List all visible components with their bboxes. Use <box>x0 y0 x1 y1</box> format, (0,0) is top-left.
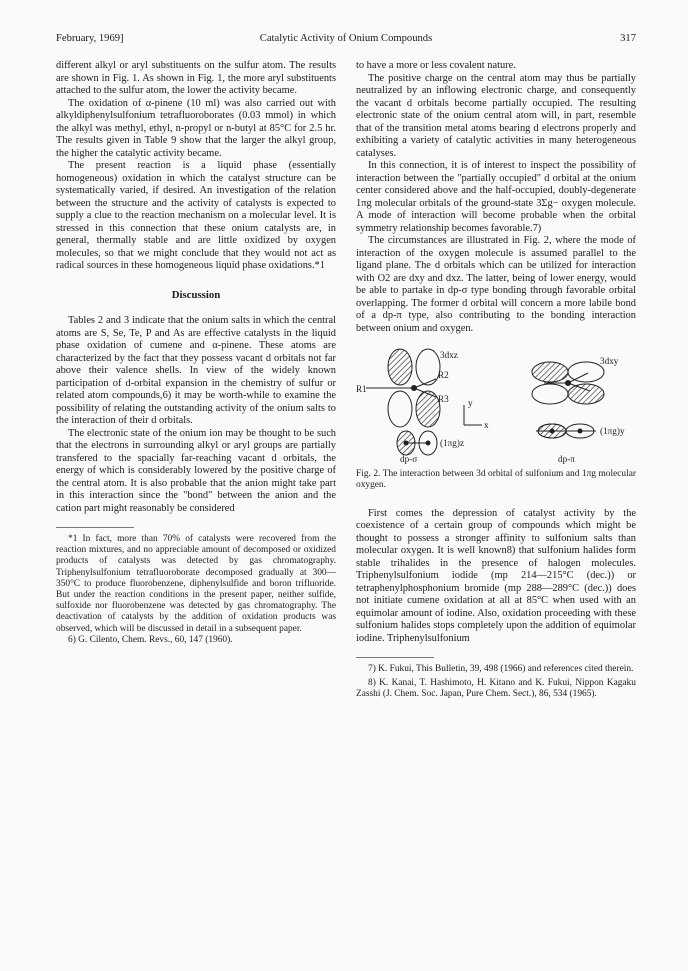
label-dp-sigma: dp-σ <box>400 454 418 464</box>
running-header <box>56 33 636 49</box>
header-title: Catalytic Activity of Onium Compounds <box>259 33 433 44</box>
label-r1: R1 <box>356 384 367 394</box>
label-3dxy: 3dxy <box>600 356 619 366</box>
paragraph: The circumstances are illustrated in Fig. 2, where the mode of interaction of the oxygen molecule is assumed parallel to the ligand plane. The d orbitals which can be utilized for interaction with O2 are dxy and dxz. The latter, being of lower energy, would be able to partake in dp-σ type bonding through favorable orbital overlapping. The former d orbital will concern a more labile bond of a dp-π type, also contributing to the bonding interaction between onium and oxygen. <box>356 235 636 334</box>
footnote-divider <box>56 527 134 528</box>
dxy-orbital <box>532 362 604 404</box>
oxygen-atom <box>404 441 409 446</box>
orbital-lobe <box>388 391 412 427</box>
footnotes <box>56 534 336 646</box>
label-3dxz: 3dxz <box>440 350 458 360</box>
figure-caption <box>356 469 636 492</box>
paragraph: The electronic state of the onium ion may be thought to be such that the electrons in surrounding alkyl or aryl groups are partially transfered to the spacially far-reaching vacant d orbitals, the energy of which is considerably lowered by the positive charge of the central atom. It is also probable that the anion might take part in this interaction since the "bond" between the anion and the cation part might reasonably be considered <box>56 427 336 514</box>
paragraph: different alkyl or aryl substituents on the sulfur atom. The results are shown in Fig. 1. As shown in Fig. 1, the more aryl substituents attached to the sulfur atom, the lower the activity became. <box>56 60 336 96</box>
footnote: *1 In fact, more than 70% of catalysts were recovered from the reaction mixtures, and no appreciable amount of decomposed or oxidized products of catalysts was detected by gas chromatography. Triphenylsulfonium tetrafluoroborate decomposed gradually at 300—350°C to produce fluorobenzene, diphenylsulfide and boron trifluoride. But under the reaction conditions in the present paper, neither sulfide, sulfoxide nor fluorobenzene was detected by gas chromatography. The deactivation of catalysts by the addition of oxidation products was observed, which will be discussed in detail in a subsequent paper. <box>56 534 336 634</box>
oxygen-atom <box>550 429 555 434</box>
paragraph: In this connection, it is of interest to inspect the possibility of interaction between the "partially occupied" d orbital at the onium center considered above and the half-occupied, doubly-degenerate 1πg molecular orbitals of the ground-state 3Σg− oxygen molecule. A mode of interaction will become probable when the orbital symmetry relationship becomes favorable.7) <box>356 160 636 234</box>
reference: 6) G. Cilento, Chem. Revs., 60, 147 (1960). <box>68 634 233 645</box>
paragraph: The oxidation of α-pinene (10 ml) was also carried out with alkyldiphenylsulfonium tetrafluoroborates (0.03 mmol) in which the alkyl was methyl, ethyl, n-propyl or n-butyl at 85°C for 2.5 hr. The results given in Table 9 show that the larger the alkyl group, the higher the catalytic activity became. <box>56 97 336 159</box>
orbital-lobe <box>388 349 412 385</box>
caption-text: Fig. 2. The interaction between 3d orbital of sulfonium and 1πg molecular oxygen. <box>356 469 636 491</box>
sulfur-atom <box>565 380 571 386</box>
paragraph: The positive charge on the central atom may thus be partially neutralized by an inflowing electronic charge, and consequently the vacant d orbitals become partially occupied. The resulting electronic state of the onium central atom will, in part, resemble that of the transition metal atoms bearing d electrons properly and exhibiting a variety of catalytic activities in many heterogeneous catalyses. <box>356 72 636 159</box>
paragraph: The present reaction is a liquid phase (essentially homogeneous) oxidation in which the catalyst structure can be systematically varied, if desired. An investigation of the relation between the structure and the activity of catalysts is expected to supply a clue to the reaction mechanism on a molecular level. It is stressed in this connection that these onium catalysts are, in general, thermally stable and are little oxidized by oxygen molecules, so that we might conclude that they would not act as radical sources in these homogeneous liquid phase oxidations.*1 <box>56 160 336 271</box>
axes <box>464 405 482 425</box>
oxygen-atom <box>426 441 431 446</box>
oxygen-pi-orbital-left <box>397 431 437 455</box>
header-date: February, 1969] <box>56 33 124 44</box>
label-1pi-right: (1πg)y <box>600 426 625 436</box>
orbital-lobe <box>568 362 604 382</box>
label-r2: R2 <box>438 370 449 380</box>
paragraph: to have a more or less covalent nature. <box>356 60 516 71</box>
orbital-lobe <box>416 391 440 427</box>
reference: 7) K. Fukui, This Bulletin, 39, 498 (1966) and references cited therein. <box>368 664 634 675</box>
paragraph: Tables 2 and 3 indicate that the onium salts in which the central atoms are S, Se, Te, P and As are effective catalysts in the liquid phase oxidation of cumene and α-pinene. These atoms are characterized by the fact that they possess vacant d orbitals not far above their valence shells. In view of the widely known participation of d-orbital expansion in the chemistry of sulfur or related atom compounds,6) it may be worth-while to examine the possibility of relating the outstanding activity of the onium salts to the interaction of their d orbitals. <box>56 315 336 426</box>
figure-2 <box>356 347 636 465</box>
section-heading: Discussion <box>171 288 221 301</box>
right-column <box>356 60 636 703</box>
paragraph: First comes the depression of catalyst activity by the coexistence of a certain group of compounds which might be thought to possess a stronger affinity to sulfonium salts than molecular oxygen. It is well known8) that sulfonium halides form stable trihalides in the presence of halogen molecules. Triphenylsulfonium iodide (mp 214—215°C (dec.)) or tetraphenylphosphonium bromide (mp 288—289°C (dec.)) does not initiate cumene oxidation at all at 85°C when used with an equimolar amount of iodine. Also, oxidation proceeding with these sulfonium halides stops completely upon the addition of equimolar iodine. Triphenylsulfonium <box>356 507 636 644</box>
label-dp-pi: dp-π <box>558 454 575 464</box>
orbital-lobe <box>416 349 440 385</box>
left-column <box>56 60 336 646</box>
references <box>356 664 636 700</box>
oxygen-pi-orbital-right <box>536 424 596 438</box>
sulfur-atom <box>411 385 417 391</box>
orbital-lobe <box>532 362 568 382</box>
orbital-lobe <box>568 384 604 404</box>
oxygen-atom <box>578 429 583 434</box>
footnote-divider <box>356 657 434 658</box>
label-r3: R3 <box>438 394 449 404</box>
reference: 8) K. Kanai, T. Hashimoto, H. Kitano and K. Fukui, Nippon Kagaku Zasshi (J. Chem. Soc. Japan, Pure Chem. Sect.), 86, 534 (1965). <box>356 677 636 700</box>
label-axis-y: y <box>468 398 473 408</box>
page-number: 317 <box>620 33 636 44</box>
orbital-lobe <box>532 384 568 404</box>
dxz-orbital <box>366 349 440 427</box>
orbital-diagram <box>356 347 636 465</box>
label-axis-x: x <box>484 420 489 430</box>
label-1pi-left: (1πg)z <box>440 438 465 448</box>
